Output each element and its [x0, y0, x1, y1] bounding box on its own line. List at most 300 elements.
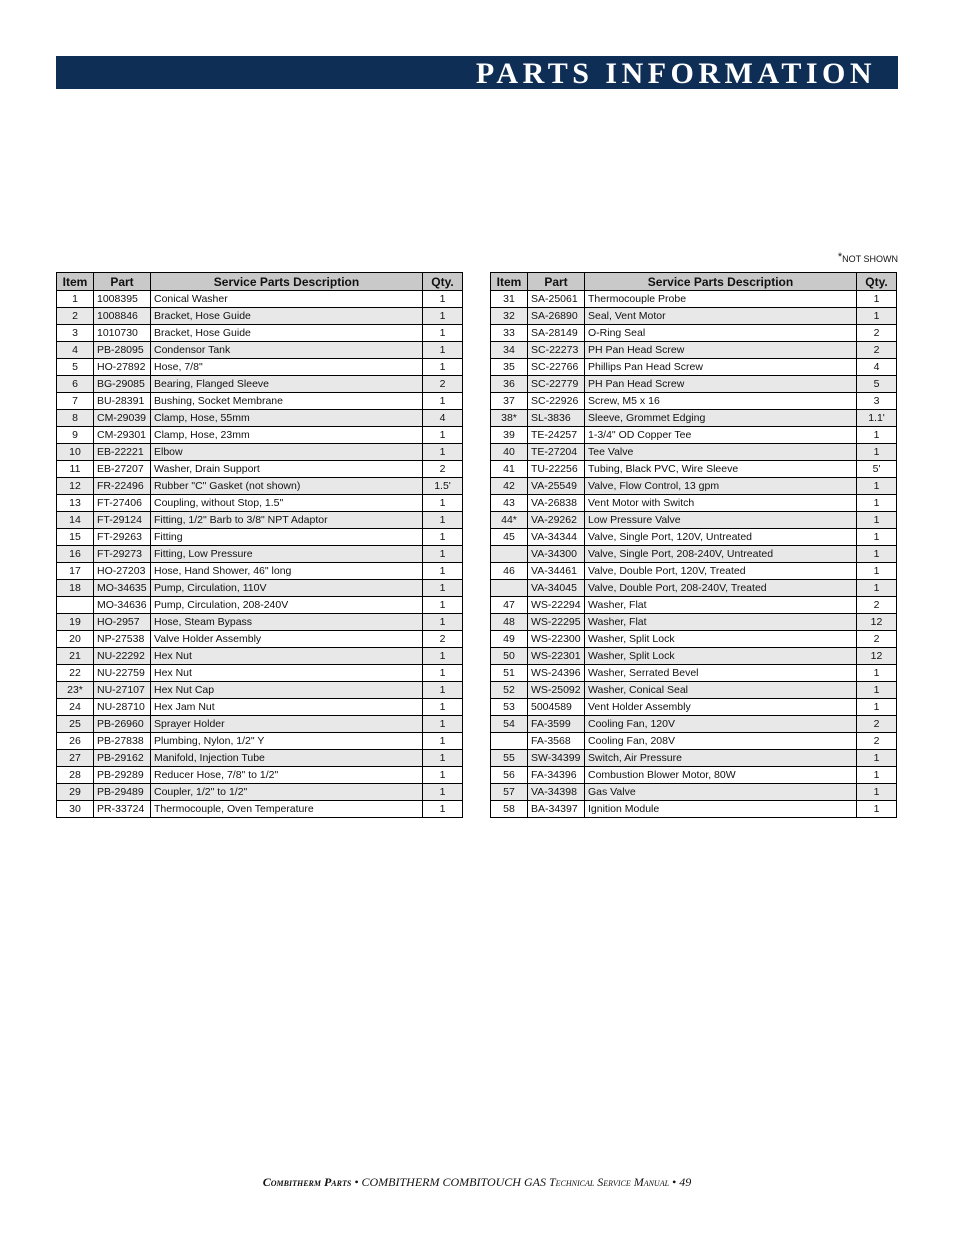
part-number-cell: FT-29124 [94, 512, 151, 529]
qty-cell: 1 [857, 682, 897, 699]
part-number-cell: WS-22301 [528, 648, 585, 665]
not-shown-text: NOT SHOWN [842, 254, 898, 264]
item-cell: 23* [57, 682, 94, 699]
table-row [57, 376, 463, 393]
table-row [57, 614, 463, 631]
part-number-cell: WS-22300 [528, 631, 585, 648]
table-row [491, 512, 897, 529]
item-cell: 26 [57, 733, 94, 750]
table-row [57, 546, 463, 563]
qty-cell: 1 [857, 784, 897, 801]
part-number-cell: NP-27538 [94, 631, 151, 648]
item-cell: 31 [491, 291, 528, 308]
item-cell: 33 [491, 325, 528, 342]
description-cell: Fitting, Low Pressure [151, 546, 423, 563]
description-cell: Seal, Vent Motor [585, 308, 857, 325]
not-shown-note [838, 251, 898, 264]
part-number-cell: FA-34396 [528, 767, 585, 784]
table-row [491, 495, 897, 512]
part-number-cell: WS-22294 [528, 597, 585, 614]
description-cell: Clamp, Hose, 55mm [151, 410, 423, 427]
table-row [57, 291, 463, 308]
qty-cell: 1 [857, 495, 897, 512]
description-cell: Gas Valve [585, 784, 857, 801]
column-header-description: Service Parts Description [151, 273, 423, 291]
qty-cell: 1 [423, 308, 463, 325]
qty-cell: 2 [857, 342, 897, 359]
item-cell: 49 [491, 631, 528, 648]
qty-cell: 1 [423, 427, 463, 444]
qty-cell: 1 [857, 427, 897, 444]
description-cell: Vent Holder Assembly [585, 699, 857, 716]
table-row [57, 784, 463, 801]
part-number-cell: VA-34344 [528, 529, 585, 546]
description-cell: Fitting [151, 529, 423, 546]
table-row [491, 597, 897, 614]
item-cell: 29 [57, 784, 94, 801]
item-cell: 37 [491, 393, 528, 410]
item-cell: 58 [491, 801, 528, 818]
qty-cell: 1 [857, 529, 897, 546]
part-number-cell: NU-28710 [94, 699, 151, 716]
item-cell: 47 [491, 597, 528, 614]
title-banner [56, 56, 898, 89]
item-cell [491, 580, 528, 597]
description-cell: Hex Nut [151, 665, 423, 682]
description-cell: Screw, M5 x 16 [585, 393, 857, 410]
qty-cell: 1 [857, 563, 897, 580]
qty-cell: 12 [857, 614, 897, 631]
part-number-cell: WS-22295 [528, 614, 585, 631]
table-row [491, 291, 897, 308]
part-number-cell: HO-2957 [94, 614, 151, 631]
part-number-cell: CM-29301 [94, 427, 151, 444]
item-cell: 20 [57, 631, 94, 648]
description-cell: Hex Nut Cap [151, 682, 423, 699]
table-row [57, 461, 463, 478]
item-cell [491, 733, 528, 750]
item-cell: 5 [57, 359, 94, 376]
description-cell: Valve, Single Port, 208-240V, Untreated [585, 546, 857, 563]
qty-cell: 1 [423, 342, 463, 359]
part-number-cell: TE-24257 [528, 427, 585, 444]
table-row [57, 495, 463, 512]
description-cell: Valve, Single Port, 120V, Untreated [585, 529, 857, 546]
part-number-cell: FT-29273 [94, 546, 151, 563]
part-number-cell: PB-29289 [94, 767, 151, 784]
qty-cell: 2 [423, 461, 463, 478]
item-cell: 15 [57, 529, 94, 546]
item-cell: 48 [491, 614, 528, 631]
table-row [57, 767, 463, 784]
qty-cell: 1 [423, 495, 463, 512]
part-number-cell: CM-29039 [94, 410, 151, 427]
item-cell: 51 [491, 665, 528, 682]
qty-cell: 1 [423, 529, 463, 546]
part-number-cell: EB-22221 [94, 444, 151, 461]
part-number-cell: NU-27107 [94, 682, 151, 699]
part-number-cell: HO-27203 [94, 563, 151, 580]
qty-cell: 1 [423, 801, 463, 818]
part-number-cell: VA-34398 [528, 784, 585, 801]
qty-cell: 1 [423, 733, 463, 750]
part-number-cell: PB-27838 [94, 733, 151, 750]
item-cell: 13 [57, 495, 94, 512]
part-number-cell: VA-34300 [528, 546, 585, 563]
description-cell: 1-3/4" OD Copper Tee [585, 427, 857, 444]
page-footer [0, 1175, 954, 1190]
qty-cell: 1.1' [857, 410, 897, 427]
part-number-cell: EB-27207 [94, 461, 151, 478]
column-header-item: Item [491, 273, 528, 291]
qty-cell: 1 [857, 801, 897, 818]
footer-separator: • [669, 1175, 680, 1189]
table-row [57, 393, 463, 410]
page-title: PARTS INFORMATION [475, 57, 876, 90]
table-row [491, 546, 897, 563]
description-cell: Low Pressure Valve [585, 512, 857, 529]
description-cell: Hex Nut [151, 648, 423, 665]
item-cell: 28 [57, 767, 94, 784]
item-cell: 40 [491, 444, 528, 461]
item-cell: 52 [491, 682, 528, 699]
item-cell: 35 [491, 359, 528, 376]
part-number-cell: HO-27892 [94, 359, 151, 376]
table-row [491, 376, 897, 393]
description-cell: Sleeve, Grommet Edging [585, 410, 857, 427]
part-number-cell: PB-29489 [94, 784, 151, 801]
description-cell: Hose, 7/8" [151, 359, 423, 376]
item-cell: 56 [491, 767, 528, 784]
description-cell: Combustion Blower Motor, 80W [585, 767, 857, 784]
table-row [57, 699, 463, 716]
table-row [491, 461, 897, 478]
part-number-cell: 5004589 [528, 699, 585, 716]
part-number-cell: SW-34399 [528, 750, 585, 767]
qty-cell: 1 [423, 325, 463, 342]
part-number-cell: FT-27406 [94, 495, 151, 512]
table-row [491, 733, 897, 750]
qty-cell: 1 [423, 597, 463, 614]
item-cell: 10 [57, 444, 94, 461]
qty-cell: 1 [423, 716, 463, 733]
item-cell: 19 [57, 614, 94, 631]
item-cell: 6 [57, 376, 94, 393]
item-cell: 43 [491, 495, 528, 512]
part-number-cell: VA-29262 [528, 512, 585, 529]
table-row [491, 750, 897, 767]
qty-cell: 1 [423, 750, 463, 767]
description-cell: Washer, Split Lock [585, 631, 857, 648]
item-cell: 21 [57, 648, 94, 665]
description-cell: Pump, Circulation, 110V [151, 580, 423, 597]
part-number-cell: SA-25061 [528, 291, 585, 308]
item-cell: 39 [491, 427, 528, 444]
qty-cell: 1 [857, 512, 897, 529]
qty-cell: 1 [423, 444, 463, 461]
footer-manual: Technical Service Manual [548, 1175, 670, 1189]
description-cell: Coupler, 1/2" to 1/2" [151, 784, 423, 801]
table-row [491, 563, 897, 580]
item-cell [491, 546, 528, 563]
part-number-cell: SC-22779 [528, 376, 585, 393]
table-row [57, 512, 463, 529]
qty-cell: 2 [857, 325, 897, 342]
description-cell: Vent Motor with Switch [585, 495, 857, 512]
part-number-cell: SL-3836 [528, 410, 585, 427]
part-number-cell: FR-22496 [94, 478, 151, 495]
part-number-cell: MO-34636 [94, 597, 151, 614]
item-cell: 27 [57, 750, 94, 767]
qty-cell: 1 [423, 767, 463, 784]
part-number-cell: FA-3568 [528, 733, 585, 750]
qty-cell: 1 [423, 393, 463, 410]
description-cell: Tee Valve [585, 444, 857, 461]
qty-cell: 1 [423, 563, 463, 580]
description-cell: Hose, Hand Shower, 46" long [151, 563, 423, 580]
part-number-cell: VA-34045 [528, 580, 585, 597]
table-row [491, 308, 897, 325]
table-row [491, 699, 897, 716]
table-row [491, 614, 897, 631]
part-number-cell: BA-34397 [528, 801, 585, 818]
item-cell: 22 [57, 665, 94, 682]
table-row [57, 597, 463, 614]
table-row [57, 801, 463, 818]
item-cell: 16 [57, 546, 94, 563]
qty-cell: 1 [857, 767, 897, 784]
parts-table-right [490, 272, 897, 818]
footer-product: COMBITHERM COMBITOUCH GAS [361, 1175, 549, 1189]
description-cell: Reducer Hose, 7/8" to 1/2" [151, 767, 423, 784]
qty-cell: 1 [857, 665, 897, 682]
part-number-cell: TE-27204 [528, 444, 585, 461]
item-cell: 36 [491, 376, 528, 393]
table-row [57, 444, 463, 461]
part-number-cell: TU-22256 [528, 461, 585, 478]
part-number-cell: VA-26838 [528, 495, 585, 512]
table-row [491, 682, 897, 699]
column-header-qty: Qty. [857, 273, 897, 291]
part-number-cell: 1008846 [94, 308, 151, 325]
description-cell: Washer, Flat [585, 614, 857, 631]
part-number-cell: PR-33724 [94, 801, 151, 818]
qty-cell: 1 [423, 580, 463, 597]
description-cell: Plumbing, Nylon, 1/2" Y [151, 733, 423, 750]
item-cell: 7 [57, 393, 94, 410]
qty-cell: 2 [857, 631, 897, 648]
description-cell: Rubber "C" Gasket (not shown) [151, 478, 423, 495]
qty-cell: 1 [423, 359, 463, 376]
description-cell: Valve, Double Port, 208-240V, Treated [585, 580, 857, 597]
parts-table-left [56, 272, 463, 818]
description-cell: Bracket, Hose Guide [151, 308, 423, 325]
part-number-cell: FA-3599 [528, 716, 585, 733]
qty-cell: 1 [857, 580, 897, 597]
part-number-cell: BG-29085 [94, 376, 151, 393]
description-cell: Pump, Circulation, 208-240V [151, 597, 423, 614]
item-cell: 45 [491, 529, 528, 546]
table-header-row [491, 273, 897, 291]
item-cell: 32 [491, 308, 528, 325]
description-cell: Washer, Split Lock [585, 648, 857, 665]
table-row [57, 750, 463, 767]
description-cell: Cooling Fan, 208V [585, 733, 857, 750]
table-row [491, 410, 897, 427]
description-cell: Valve, Flow Control, 13 gpm [585, 478, 857, 495]
item-cell: 8 [57, 410, 94, 427]
qty-cell: 1 [423, 648, 463, 665]
table-row [57, 665, 463, 682]
part-number-cell: SC-22926 [528, 393, 585, 410]
table-row [57, 580, 463, 597]
description-cell: Thermocouple, Oven Temperature [151, 801, 423, 818]
item-cell: 30 [57, 801, 94, 818]
item-cell: 54 [491, 716, 528, 733]
table-row [57, 410, 463, 427]
qty-cell: 1 [857, 308, 897, 325]
item-cell: 17 [57, 563, 94, 580]
qty-cell: 1 [857, 699, 897, 716]
item-cell: 44* [491, 512, 528, 529]
qty-cell: 1.5' [423, 478, 463, 495]
description-cell: Thermocouple Probe [585, 291, 857, 308]
table-row [491, 342, 897, 359]
qty-cell: 1 [423, 699, 463, 716]
table-row [491, 801, 897, 818]
qty-cell: 2 [857, 733, 897, 750]
description-cell: Coupling, without Stop, 1.5" [151, 495, 423, 512]
qty-cell: 3 [857, 393, 897, 410]
table-row [491, 444, 897, 461]
description-cell: Conical Washer [151, 291, 423, 308]
qty-cell: 12 [857, 648, 897, 665]
item-cell: 38* [491, 410, 528, 427]
table-row [57, 631, 463, 648]
qty-cell: 4 [857, 359, 897, 376]
table-row [57, 682, 463, 699]
qty-cell: 2 [423, 631, 463, 648]
part-number-cell: SC-22766 [528, 359, 585, 376]
description-cell: Bearing, Flanged Sleeve [151, 376, 423, 393]
description-cell: Manifold, Injection Tube [151, 750, 423, 767]
column-header-qty: Qty. [423, 273, 463, 291]
qty-cell: 1 [857, 444, 897, 461]
part-number-cell: SA-26890 [528, 308, 585, 325]
table-row [491, 648, 897, 665]
part-number-cell: SA-28149 [528, 325, 585, 342]
table-row [57, 529, 463, 546]
table-row [491, 784, 897, 801]
part-number-cell: FT-29263 [94, 529, 151, 546]
item-cell: 34 [491, 342, 528, 359]
description-cell: PH Pan Head Screw [585, 342, 857, 359]
qty-cell: 5 [857, 376, 897, 393]
column-header-item: Item [57, 273, 94, 291]
item-cell: 42 [491, 478, 528, 495]
item-cell: 2 [57, 308, 94, 325]
table-header-row [57, 273, 463, 291]
table-row [491, 427, 897, 444]
description-cell: Switch, Air Pressure [585, 750, 857, 767]
description-cell: O-Ring Seal [585, 325, 857, 342]
description-cell: Elbow [151, 444, 423, 461]
part-number-cell: 1008395 [94, 291, 151, 308]
description-cell: Condensor Tank [151, 342, 423, 359]
qty-cell: 2 [857, 716, 897, 733]
description-cell: Washer, Flat [585, 597, 857, 614]
item-cell: 25 [57, 716, 94, 733]
qty-cell: 1 [423, 784, 463, 801]
description-cell: Hose, Steam Bypass [151, 614, 423, 631]
item-cell: 53 [491, 699, 528, 716]
item-cell: 46 [491, 563, 528, 580]
item-cell: 41 [491, 461, 528, 478]
qty-cell: 1 [857, 478, 897, 495]
item-cell: 57 [491, 784, 528, 801]
table-row [491, 359, 897, 376]
description-cell: Washer, Serrated Bevel [585, 665, 857, 682]
description-cell: Sprayer Holder [151, 716, 423, 733]
description-cell: Valve Holder Assembly [151, 631, 423, 648]
qty-cell: 1 [857, 546, 897, 563]
part-number-cell: WS-25092 [528, 682, 585, 699]
description-cell: Ignition Module [585, 801, 857, 818]
description-cell: Bushing, Socket Membrane [151, 393, 423, 410]
description-cell: Washer, Drain Support [151, 461, 423, 478]
part-number-cell: WS-24396 [528, 665, 585, 682]
part-number-cell: BU-28391 [94, 393, 151, 410]
qty-cell: 1 [423, 665, 463, 682]
item-cell: 50 [491, 648, 528, 665]
page-number: 49 [679, 1175, 692, 1189]
item-cell: 12 [57, 478, 94, 495]
description-cell: Phillips Pan Head Screw [585, 359, 857, 376]
part-number-cell: NU-22292 [94, 648, 151, 665]
description-cell: Valve, Double Port, 120V, Treated [585, 563, 857, 580]
table-row [491, 580, 897, 597]
table-row [491, 393, 897, 410]
table-row [491, 529, 897, 546]
table-row [491, 631, 897, 648]
qty-cell: 5' [857, 461, 897, 478]
item-cell: 9 [57, 427, 94, 444]
table-row [57, 308, 463, 325]
item-cell: 11 [57, 461, 94, 478]
description-cell: Fitting, 1/2" Barb to 3/8" NPT Adaptor [151, 512, 423, 529]
table-row [491, 665, 897, 682]
part-number-cell: NU-22759 [94, 665, 151, 682]
table-row [57, 342, 463, 359]
column-header-description: Service Parts Description [585, 273, 857, 291]
qty-cell: 2 [423, 376, 463, 393]
description-cell: Tubing, Black PVC, Wire Sleeve [585, 461, 857, 478]
part-number-cell: MO-34635 [94, 580, 151, 597]
item-cell: 24 [57, 699, 94, 716]
table-row [491, 478, 897, 495]
table-row [57, 427, 463, 444]
table-row [491, 325, 897, 342]
description-cell: PH Pan Head Screw [585, 376, 857, 393]
qty-cell: 1 [423, 546, 463, 563]
part-number-cell: SC-22273 [528, 342, 585, 359]
not-shown-marker: * [837, 251, 843, 263]
qty-cell: 1 [857, 750, 897, 767]
qty-cell: 1 [423, 614, 463, 631]
part-number-cell: PB-28095 [94, 342, 151, 359]
qty-cell: 2 [857, 597, 897, 614]
table-row [57, 563, 463, 580]
